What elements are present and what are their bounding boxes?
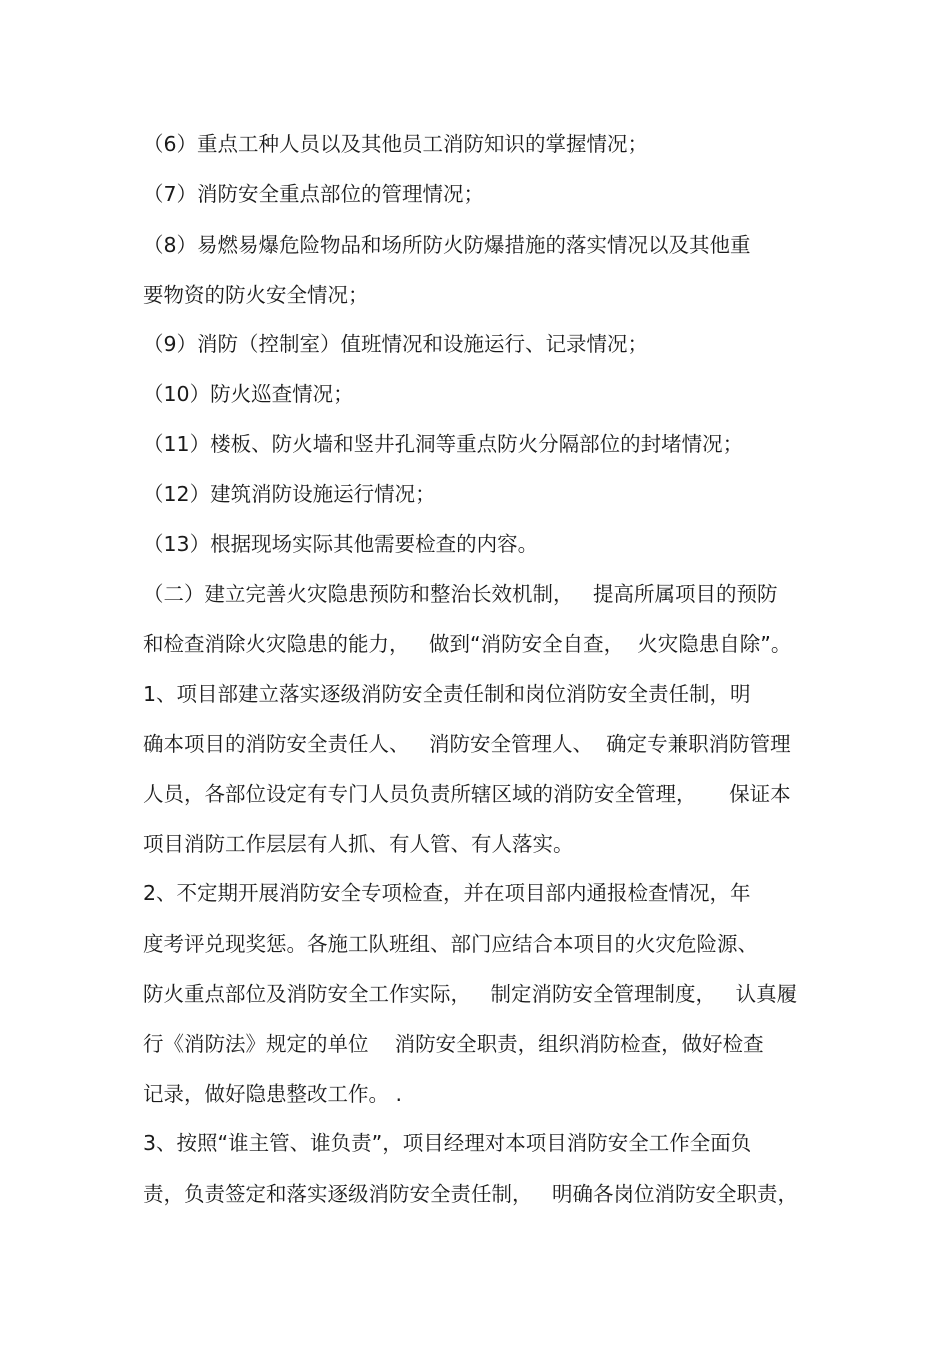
text-line-12: 1、项目部建立落实逐级消防安全责任制和岗位消防安全责任制，明 (143, 682, 751, 706)
text-line-8: （12）建筑消防设施运行情况； (143, 482, 436, 506)
text-line-7: （11）楼板、防火墙和竖井孔洞等重点防火分隔部位的封堵情况； (143, 432, 744, 456)
text-line-3: （8）易燃易爆危险物品和场所防火防爆措施的落实情况以及其他重 (143, 233, 751, 257)
text-line-13: 确本项目的消防安全责任人、 消防安全管理人、 确定专兼职消防管理 (143, 732, 791, 756)
text-line-9: （13）根据现场实际其他需要检查的内容。 (143, 532, 539, 556)
text-line-4: 要物资的防火安全情况； (143, 283, 369, 307)
text-line-1: （6）重点工种人员以及其他员工消防知识的掌握情况； (143, 132, 649, 156)
text-line-18: 防火重点部位及消防安全工作实际， 制定消防安全管理制度， 认真履 (143, 982, 798, 1006)
text-line-2: （7）消防安全重点部位的管理情况； (143, 182, 485, 206)
text-line-21: 3、按照“谁主管、谁负责”，项目经理对本项目消防安全工作全面负 (143, 1131, 752, 1155)
text-line-10: （二）建立完善火灾隐患预防和整治长效机制， 提高所属项目的预防 (143, 582, 778, 606)
text-line-6: （10）防火巡查情况； (143, 382, 354, 406)
text-line-19: 行《消防法》规定的单位 消防安全职责，组织消防检查，做好检查 (143, 1032, 764, 1056)
text-line-14: 人员，各部位设定有专门人员负责所辖区域的消防安全管理， 保证本 (143, 782, 791, 806)
text-line-16: 2、不定期开展消防安全专项检查，并在项目部内通报检查情况，年 (143, 881, 751, 905)
text-line-11: 和检查消除火灾隐患的能力， 做到“消防安全自查， 火灾隐患自除”。 (143, 632, 792, 656)
text-line-20: 记录，做好隐患整改工作。 . (143, 1082, 403, 1106)
text-line-22: 责，负责签定和落实逐级消防安全责任制， 明确各岗位消防安全职责， (143, 1182, 799, 1206)
text-line-5: （9）消防（控制室）值班情况和设施运行、记录情况； (143, 332, 649, 356)
text-line-17: 度考评兑现奖惩。各施工队班组、部门应结合本项目的火灾危险源、 (143, 932, 758, 956)
text-line-15: 项目消防工作层层有人抓、有人管、有人落实。 (143, 832, 574, 856)
